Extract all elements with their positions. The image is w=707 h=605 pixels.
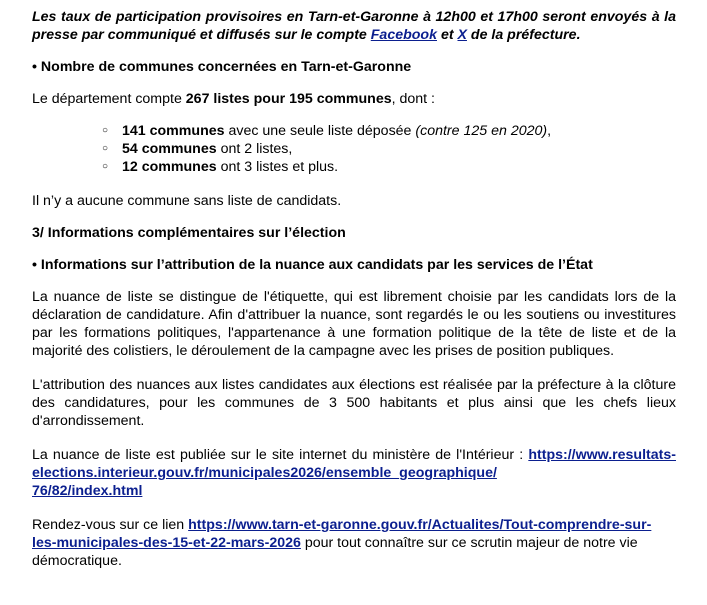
circle-bullet-icon: ○: [102, 143, 109, 154]
summary-suffix: , dont :: [391, 91, 435, 107]
no-empty-commune-note: Il n’y a aucune commune sans liste de candidats.: [32, 193, 342, 209]
item-count: 12 communes: [122, 159, 217, 175]
item-text: ont 2 listes,: [216, 141, 293, 157]
nuance-paragraph-2: L'attribution des nuances aux listes candidates aux élections est réalisée par la préfecture à la clôture des candidatures, pour les communes de 3 500 habitants et plus ainsi que les chefs lieux d'arrondissement.: [32, 377, 676, 429]
rendez-vous-paragraph: [32, 516, 676, 570]
intro-text-between: et: [437, 27, 458, 43]
section-heading-communes: • Nombre de communes concernées en Tarn-et-Garonne: [32, 59, 412, 75]
list-item: [100, 158, 676, 176]
section-heading-informations: 3/ Informations complémentaires sur l’élection: [32, 225, 346, 241]
section-subheading-nuance: • Informations sur l’attribution de la nuance aux candidats par les services de l’État: [32, 257, 593, 273]
x-link[interactable]: X: [457, 27, 467, 43]
item-text: ont 3 listes et plus.: [216, 159, 339, 175]
item-text: avec une seule liste déposée: [224, 123, 416, 139]
list-item: [100, 122, 676, 140]
item-end: ,: [547, 123, 552, 139]
summary-prefix: Le département compte: [32, 91, 186, 107]
para4-text-after: pour tout connaître sur ce scrutin majeur de notre vie démocratique.: [32, 535, 638, 569]
document-page: [32, 8, 676, 586]
item-note: (contre 125 en 2020): [415, 123, 548, 139]
intro-text-before: Les taux de participation provisoires en Tarn-et-Garonne à 12h00 et 17h00 seront envoyés à la presse par communiqué et diffusés sur le compte: [32, 9, 676, 43]
item-count: 54 communes: [122, 141, 217, 157]
para4-text-before: Rendez-vous sur ce lien: [32, 517, 189, 533]
prefecture-article-link[interactable]: https://www.tarn-et-garonne.gouv.fr/Actualites/Tout-comprendre-sur- les-municipales-des-15-et-22-mars-2026: [32, 517, 652, 551]
nuance-paragraph-1: La nuance de liste se distingue de l'étiquette, qui est librement choisie par les candidats lors de la déclaration de candidature. Afin d'attribuer la nuance, sont regardés le ou les soutiens ou investitures par les formations politiques, l'appartenance à une formation politique de la tête de liste et de la majorité des colistiers, le déroulement de la campagne avec les prises de position publiques.: [32, 289, 676, 359]
circle-bullet-icon: ○: [102, 161, 109, 172]
circle-bullet-icon: ○: [102, 125, 109, 136]
intro-text-after: de la préfecture.: [466, 27, 581, 43]
list-item: [100, 140, 676, 158]
para3-text: La nuance de liste est publiée sur le site internet du ministère de l'Intérieur :: [32, 447, 529, 463]
interieur-results-link[interactable]: https://www.resultats-elections.interieur.gouv.fr/municipales2026/ensemble_geographique/ 76/82/index.html: [32, 447, 676, 499]
summary-bold: 267 listes pour 195 communes: [185, 91, 392, 107]
nuance-paragraph-3: [32, 446, 676, 500]
summary-paragraph: [32, 90, 676, 108]
communes-list: [32, 122, 676, 176]
facebook-link[interactable]: Facebook: [370, 27, 437, 43]
intro-paragraph: [32, 8, 676, 44]
item-count: 141 communes: [122, 123, 225, 139]
